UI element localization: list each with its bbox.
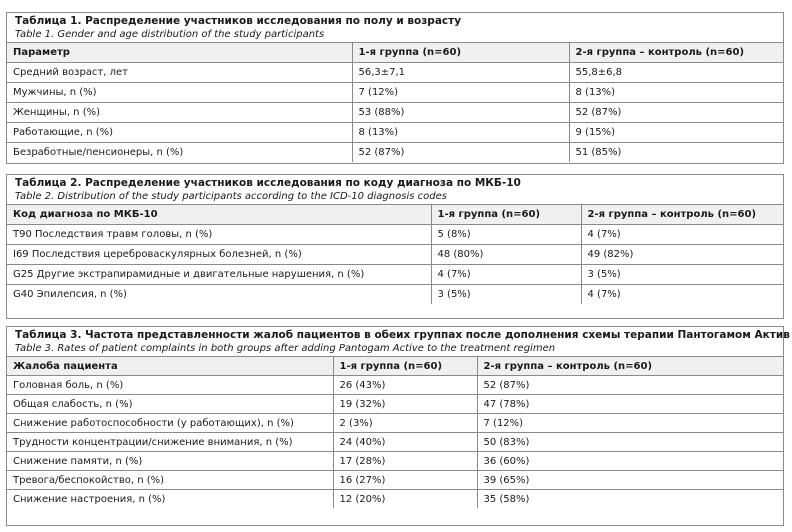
table-cell: 3 (5%) xyxy=(431,285,581,305)
table-cell: Средний возраст, лет xyxy=(7,63,352,83)
table-cell: 26 (43%) xyxy=(333,376,477,395)
table-cell: 55,8±6,8 xyxy=(569,63,783,83)
table-row xyxy=(7,285,783,305)
table-row xyxy=(7,414,783,433)
table-cell: 7 (12%) xyxy=(477,414,783,433)
table-cell: 5 (8%) xyxy=(431,225,581,245)
column-header: 2-я группа – контроль (n=60) xyxy=(477,357,783,376)
table-row xyxy=(7,433,783,452)
table-row xyxy=(7,471,783,490)
table-row xyxy=(7,452,783,471)
table-1-title-ru: Таблица 1. Распределение участников исследования по полу и возрасту xyxy=(15,15,462,27)
table-cell: 4 (7%) xyxy=(581,225,783,245)
table-cell: 52 (87%) xyxy=(352,143,569,163)
table-cell: I69 Последствия цереброваскулярных болезней, n (%) xyxy=(7,245,431,265)
table-cell: Снижение работоспособности (у работающих), n (%) xyxy=(7,414,333,433)
table-cell: 17 (28%) xyxy=(333,452,477,471)
table-cell: 3 (5%) xyxy=(581,265,783,285)
table-cell: Мужчины, n (%) xyxy=(7,83,352,103)
table-cell: 49 (82%) xyxy=(581,245,783,265)
table-2-caption xyxy=(7,175,783,204)
table-3-title-ru: Таблица 3. Частота представленности жалоб пациентов в обеих группах после дополнения схемы терапии Пантогамом Актив xyxy=(15,329,790,341)
column-header: Код диагноза по МКБ-10 xyxy=(7,205,431,225)
table-1-block xyxy=(6,12,784,164)
table-cell: 47 (78%) xyxy=(477,395,783,414)
table-cell: G40 Эпилепсия, n (%) xyxy=(7,285,431,305)
table-cell: 8 (13%) xyxy=(569,83,783,103)
column-header: 2-я группа – контроль (n=60) xyxy=(569,43,783,63)
table-cell: Головная боль, n (%) xyxy=(7,376,333,395)
table-cell: 4 (7%) xyxy=(581,285,783,305)
table-cell: 24 (40%) xyxy=(333,433,477,452)
table-row xyxy=(7,225,783,245)
table-cell: Работающие, n (%) xyxy=(7,123,352,143)
table-1-header-row xyxy=(7,43,783,63)
table-row xyxy=(7,63,783,83)
table-3-header-row xyxy=(7,357,783,376)
table-row xyxy=(7,395,783,414)
table-row xyxy=(7,143,783,163)
column-header: 1-я группа (n=60) xyxy=(431,205,581,225)
table-cell: 50 (83%) xyxy=(477,433,783,452)
table-2-title-en: Table 2. Distribution of the study participants according to the ICD-10 diagnosis codes xyxy=(15,191,447,202)
table-cell: 35 (58%) xyxy=(477,490,783,509)
table-cell: 52 (87%) xyxy=(477,376,783,395)
table-cell: Т90 Последствия травм головы, n (%) xyxy=(7,225,431,245)
table-cell: Женщины, n (%) xyxy=(7,103,352,123)
table-1 xyxy=(7,42,783,162)
table-3 xyxy=(7,356,783,508)
table-row xyxy=(7,265,783,285)
table-cell: Безработные/пенсионеры, n (%) xyxy=(7,143,352,163)
table-cell: Тревога/беспокойство, n (%) xyxy=(7,471,333,490)
table-row xyxy=(7,123,783,143)
table-2 xyxy=(7,204,783,304)
table-2-header-row xyxy=(7,205,783,225)
table-3-block xyxy=(6,326,790,526)
table-cell: 2 (3%) xyxy=(333,414,477,433)
table-cell: 53 (88%) xyxy=(352,103,569,123)
table-cell: 16 (27%) xyxy=(333,471,477,490)
table-2-block xyxy=(6,174,784,319)
table-cell: 9 (15%) xyxy=(569,123,783,143)
table-cell: G25 Другие экстрапирамидные и двигательные нарушения, n (%) xyxy=(7,265,431,285)
column-header: Параметр xyxy=(7,43,352,63)
table-cell: 56,3±7,1 xyxy=(352,63,569,83)
table-cell: Трудности концентрации/снижение внимания, n (%) xyxy=(7,433,333,452)
table-3-title-en: Table 3. Rates of patient complaints in both groups after adding Pantogam Active to the treatment regimen xyxy=(15,343,556,354)
table-3-caption xyxy=(7,327,790,356)
table-cell: 8 (13%) xyxy=(352,123,569,143)
table-2-title-ru: Таблица 2. Распределение участников исследования по коду диагноза по МКБ-10 xyxy=(15,177,521,189)
table-cell: 51 (85%) xyxy=(569,143,783,163)
column-header: 1-я группа (n=60) xyxy=(333,357,477,376)
column-header: 1-я группа (n=60) xyxy=(352,43,569,63)
table-1-title-en: Table 1. Gender and age distribution of the study participants xyxy=(15,29,325,40)
table-row xyxy=(7,83,783,103)
table-row xyxy=(7,490,783,509)
table-1-caption xyxy=(7,13,783,42)
table-row xyxy=(7,245,783,265)
column-header: 2-я группа – контроль (n=60) xyxy=(581,205,783,225)
column-header: Жалоба пациента xyxy=(7,357,333,376)
table-cell: 48 (80%) xyxy=(431,245,581,265)
table-row xyxy=(7,376,783,395)
table-cell: Снижение памяти, n (%) xyxy=(7,452,333,471)
table-row xyxy=(7,103,783,123)
table-cell: 39 (65%) xyxy=(477,471,783,490)
table-cell: 4 (7%) xyxy=(431,265,581,285)
table-cell: 19 (32%) xyxy=(333,395,477,414)
table-cell: Общая слабость, n (%) xyxy=(7,395,333,414)
table-cell: 12 (20%) xyxy=(333,490,477,509)
table-cell: 52 (87%) xyxy=(569,103,783,123)
table-cell: 7 (12%) xyxy=(352,83,569,103)
table-cell: Снижение настроения, n (%) xyxy=(7,490,333,509)
table-cell: 36 (60%) xyxy=(477,452,783,471)
